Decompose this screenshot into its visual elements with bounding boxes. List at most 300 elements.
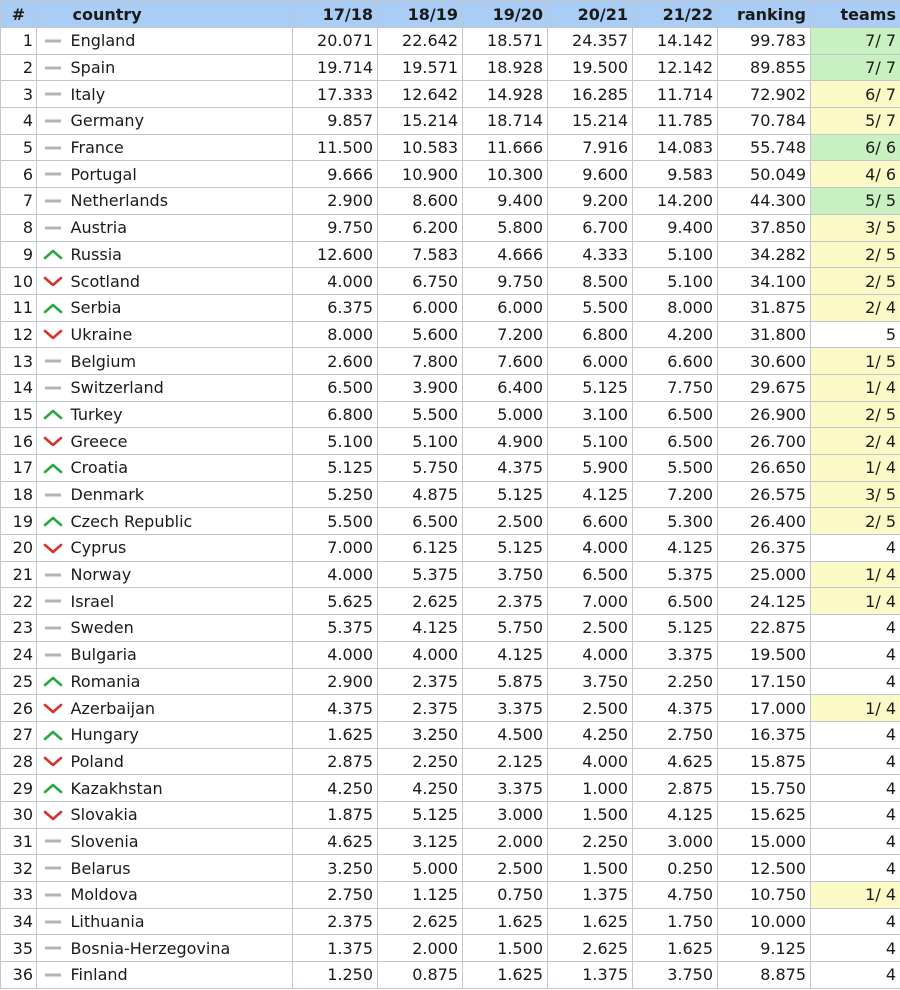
rank-number: 27 bbox=[1, 721, 37, 748]
season-score: 1.500 bbox=[463, 935, 548, 962]
rank-number: 22 bbox=[1, 588, 37, 615]
season-score: 4.375 bbox=[633, 695, 718, 722]
rank-number: 28 bbox=[1, 748, 37, 775]
table-row[interactable] bbox=[1, 615, 900, 642]
season-score: 5.100 bbox=[293, 428, 378, 455]
rank-number: 18 bbox=[1, 481, 37, 508]
ranking-total: 34.100 bbox=[718, 268, 811, 295]
season-score: 0.875 bbox=[378, 962, 463, 989]
teams-count: 2/ 5 bbox=[811, 508, 900, 535]
season-score: 9.750 bbox=[463, 268, 548, 295]
country-name: Hungary bbox=[69, 721, 293, 748]
season-score: 5.250 bbox=[293, 481, 378, 508]
season-score: 22.642 bbox=[378, 28, 463, 55]
season-score: 15.214 bbox=[378, 108, 463, 135]
country-name: Croatia bbox=[69, 455, 293, 482]
ranking-total: 22.875 bbox=[718, 615, 811, 642]
rank-number: 17 bbox=[1, 455, 37, 482]
table-row[interactable] bbox=[1, 908, 900, 935]
rank-number: 7 bbox=[1, 188, 37, 215]
table-row[interactable] bbox=[1, 348, 900, 375]
trend-same-icon bbox=[37, 54, 69, 81]
header-rank-number[interactable]: # bbox=[1, 1, 37, 28]
ranking-total: 17.000 bbox=[718, 695, 811, 722]
season-score: 6.500 bbox=[633, 401, 718, 428]
country-name: Kazakhstan bbox=[69, 775, 293, 802]
ranking-total: 12.500 bbox=[718, 855, 811, 882]
season-score: 7.583 bbox=[378, 241, 463, 268]
season-score: 6.500 bbox=[633, 588, 718, 615]
season-score: 4.250 bbox=[378, 775, 463, 802]
ranking-total: 19.500 bbox=[718, 641, 811, 668]
teams-count: 4 bbox=[811, 828, 900, 855]
season-score: 3.375 bbox=[633, 641, 718, 668]
season-score: 14.142 bbox=[633, 28, 718, 55]
trend-up-icon bbox=[37, 401, 69, 428]
table-row[interactable] bbox=[1, 508, 900, 535]
country-name: Portugal bbox=[69, 161, 293, 188]
season-score: 10.900 bbox=[378, 161, 463, 188]
header-season-1718[interactable]: 17/18 bbox=[293, 1, 378, 28]
season-score: 1.125 bbox=[378, 882, 463, 909]
season-score: 4.625 bbox=[293, 828, 378, 855]
ranking-total: 25.000 bbox=[718, 561, 811, 588]
ranking-total: 26.400 bbox=[718, 508, 811, 535]
season-score: 6.000 bbox=[378, 294, 463, 321]
season-score: 19.714 bbox=[293, 54, 378, 81]
rank-number: 16 bbox=[1, 428, 37, 455]
season-score: 6.700 bbox=[548, 214, 633, 241]
season-score: 5.500 bbox=[548, 294, 633, 321]
season-score: 5.800 bbox=[463, 214, 548, 241]
table-row[interactable] bbox=[1, 214, 900, 241]
trend-up-icon bbox=[37, 721, 69, 748]
season-score: 5.625 bbox=[293, 588, 378, 615]
table-row[interactable] bbox=[1, 294, 900, 321]
season-score: 8.000 bbox=[633, 294, 718, 321]
country-name: Russia bbox=[69, 241, 293, 268]
season-score: 1.250 bbox=[293, 962, 378, 989]
trend-same-icon bbox=[37, 615, 69, 642]
table-row[interactable] bbox=[1, 561, 900, 588]
ranking-total: 34.282 bbox=[718, 241, 811, 268]
season-score: 5.875 bbox=[463, 668, 548, 695]
table-row[interactable] bbox=[1, 882, 900, 909]
season-score: 5.750 bbox=[378, 455, 463, 482]
ranking-total: 44.300 bbox=[718, 188, 811, 215]
ranking-total: 9.125 bbox=[718, 935, 811, 962]
trend-down-icon bbox=[37, 695, 69, 722]
table-row[interactable] bbox=[1, 535, 900, 562]
season-score: 2.375 bbox=[378, 695, 463, 722]
season-score: 2.000 bbox=[378, 935, 463, 962]
season-score: 11.785 bbox=[633, 108, 718, 135]
table-row[interactable] bbox=[1, 374, 900, 401]
season-score: 5.300 bbox=[633, 508, 718, 535]
season-score: 1.000 bbox=[548, 775, 633, 802]
ranking-total: 26.650 bbox=[718, 455, 811, 482]
rank-number: 11 bbox=[1, 294, 37, 321]
teams-count: 5 bbox=[811, 321, 900, 348]
header-ranking[interactable]: ranking bbox=[718, 1, 811, 28]
table-row[interactable] bbox=[1, 641, 900, 668]
season-score: 2.900 bbox=[293, 668, 378, 695]
season-score: 5.500 bbox=[293, 508, 378, 535]
table-row[interactable] bbox=[1, 801, 900, 828]
teams-count: 4 bbox=[811, 668, 900, 695]
season-score: 2.375 bbox=[463, 588, 548, 615]
trend-up-icon bbox=[37, 241, 69, 268]
season-score: 6.500 bbox=[293, 374, 378, 401]
header-trend bbox=[37, 1, 69, 28]
season-score: 10.583 bbox=[378, 134, 463, 161]
season-score: 9.583 bbox=[633, 161, 718, 188]
season-score: 3.375 bbox=[463, 775, 548, 802]
ranking-total: 17.150 bbox=[718, 668, 811, 695]
teams-count: 4 bbox=[811, 962, 900, 989]
season-score: 3.250 bbox=[378, 721, 463, 748]
teams-count: 4 bbox=[811, 535, 900, 562]
table-row[interactable] bbox=[1, 241, 900, 268]
country-name: Finland bbox=[69, 962, 293, 989]
teams-count: 4 bbox=[811, 855, 900, 882]
season-score: 2.625 bbox=[378, 588, 463, 615]
season-score: 1.375 bbox=[548, 882, 633, 909]
season-score: 9.400 bbox=[463, 188, 548, 215]
season-score: 3.750 bbox=[463, 561, 548, 588]
table-row[interactable] bbox=[1, 935, 900, 962]
table-row[interactable] bbox=[1, 188, 900, 215]
rank-number: 3 bbox=[1, 81, 37, 108]
table-row[interactable] bbox=[1, 668, 900, 695]
country-name: Norway bbox=[69, 561, 293, 588]
table-row[interactable] bbox=[1, 81, 900, 108]
season-score: 14.083 bbox=[633, 134, 718, 161]
season-score: 19.500 bbox=[548, 54, 633, 81]
rank-number: 4 bbox=[1, 108, 37, 135]
table-row[interactable] bbox=[1, 161, 900, 188]
country-name: Slovakia bbox=[69, 801, 293, 828]
country-name: Denmark bbox=[69, 481, 293, 508]
header-row bbox=[1, 1, 900, 28]
ranking-total: 8.875 bbox=[718, 962, 811, 989]
season-score: 6.600 bbox=[548, 508, 633, 535]
table-row[interactable] bbox=[1, 721, 900, 748]
season-score: 12.142 bbox=[633, 54, 718, 81]
season-score: 1.625 bbox=[293, 721, 378, 748]
ranking-total: 55.748 bbox=[718, 134, 811, 161]
season-score: 3.750 bbox=[548, 668, 633, 695]
season-score: 5.125 bbox=[293, 455, 378, 482]
season-score: 7.750 bbox=[633, 374, 718, 401]
ranking-total: 10.750 bbox=[718, 882, 811, 909]
trend-down-icon bbox=[37, 268, 69, 295]
table-row[interactable] bbox=[1, 828, 900, 855]
season-score: 2.375 bbox=[293, 908, 378, 935]
table-row[interactable] bbox=[1, 695, 900, 722]
table-row[interactable] bbox=[1, 748, 900, 775]
ranking-total: 26.700 bbox=[718, 428, 811, 455]
season-score: 6.000 bbox=[548, 348, 633, 375]
season-score: 5.500 bbox=[378, 401, 463, 428]
ranking-total: 15.000 bbox=[718, 828, 811, 855]
season-score: 3.000 bbox=[463, 801, 548, 828]
season-score: 7.600 bbox=[463, 348, 548, 375]
table-row[interactable] bbox=[1, 321, 900, 348]
rank-number: 1 bbox=[1, 28, 37, 55]
season-score: 12.642 bbox=[378, 81, 463, 108]
season-score: 4.125 bbox=[633, 801, 718, 828]
rank-number: 2 bbox=[1, 54, 37, 81]
trend-same-icon bbox=[37, 641, 69, 668]
country-name: Bulgaria bbox=[69, 641, 293, 668]
season-score: 6.500 bbox=[548, 561, 633, 588]
season-score: 2.250 bbox=[378, 748, 463, 775]
season-score: 4.000 bbox=[293, 641, 378, 668]
season-score: 14.200 bbox=[633, 188, 718, 215]
season-score: 4.875 bbox=[378, 481, 463, 508]
table-row[interactable] bbox=[1, 401, 900, 428]
trend-same-icon bbox=[37, 962, 69, 989]
teams-count: 1/ 5 bbox=[811, 348, 900, 375]
season-score: 4.250 bbox=[548, 721, 633, 748]
season-score: 6.500 bbox=[378, 508, 463, 535]
rank-number: 8 bbox=[1, 214, 37, 241]
season-score: 18.928 bbox=[463, 54, 548, 81]
season-score: 4.125 bbox=[463, 641, 548, 668]
season-score: 11.500 bbox=[293, 134, 378, 161]
season-score: 5.600 bbox=[378, 321, 463, 348]
season-score: 4.000 bbox=[548, 748, 633, 775]
season-score: 4.375 bbox=[463, 455, 548, 482]
season-score: 8.500 bbox=[548, 268, 633, 295]
trend-up-icon bbox=[37, 455, 69, 482]
rank-number: 34 bbox=[1, 908, 37, 935]
teams-count: 1/ 4 bbox=[811, 695, 900, 722]
season-score: 4.000 bbox=[293, 561, 378, 588]
rank-number: 25 bbox=[1, 668, 37, 695]
teams-count: 1/ 4 bbox=[811, 882, 900, 909]
ranking-total: 72.902 bbox=[718, 81, 811, 108]
country-name: Belarus bbox=[69, 855, 293, 882]
season-score: 9.600 bbox=[548, 161, 633, 188]
country-name: Cyprus bbox=[69, 535, 293, 562]
season-score: 7.000 bbox=[548, 588, 633, 615]
teams-count: 4 bbox=[811, 641, 900, 668]
teams-count: 4 bbox=[811, 615, 900, 642]
teams-count: 2/ 5 bbox=[811, 241, 900, 268]
rank-number: 33 bbox=[1, 882, 37, 909]
header-season-2021[interactable]: 20/21 bbox=[548, 1, 633, 28]
trend-down-icon bbox=[37, 321, 69, 348]
rank-number: 24 bbox=[1, 641, 37, 668]
rank-number: 5 bbox=[1, 134, 37, 161]
header-teams[interactable]: teams bbox=[811, 1, 900, 28]
trend-same-icon bbox=[37, 935, 69, 962]
header-country[interactable]: country bbox=[69, 1, 293, 28]
season-score: 2.500 bbox=[548, 695, 633, 722]
rank-number: 36 bbox=[1, 962, 37, 989]
season-score: 2.500 bbox=[548, 615, 633, 642]
season-score: 9.400 bbox=[633, 214, 718, 241]
teams-count: 6/ 7 bbox=[811, 81, 900, 108]
ranking-total: 26.900 bbox=[718, 401, 811, 428]
country-name: Czech Republic bbox=[69, 508, 293, 535]
teams-count: 2/ 5 bbox=[811, 401, 900, 428]
rank-number: 26 bbox=[1, 695, 37, 722]
table-row[interactable] bbox=[1, 481, 900, 508]
season-score: 4.666 bbox=[463, 241, 548, 268]
country-name: Azerbaijan bbox=[69, 695, 293, 722]
table-row[interactable] bbox=[1, 28, 900, 55]
table-row[interactable] bbox=[1, 855, 900, 882]
table-row[interactable] bbox=[1, 268, 900, 295]
table-row[interactable] bbox=[1, 962, 900, 989]
teams-count: 6/ 6 bbox=[811, 134, 900, 161]
season-score: 1.875 bbox=[293, 801, 378, 828]
season-score: 5.000 bbox=[463, 401, 548, 428]
rank-number: 15 bbox=[1, 401, 37, 428]
country-name: Serbia bbox=[69, 294, 293, 321]
country-name: Turkey bbox=[69, 401, 293, 428]
table-row[interactable] bbox=[1, 588, 900, 615]
season-score: 5.125 bbox=[378, 801, 463, 828]
country-name: Israel bbox=[69, 588, 293, 615]
season-score: 2.375 bbox=[378, 668, 463, 695]
season-score: 4.333 bbox=[548, 241, 633, 268]
table-row[interactable] bbox=[1, 134, 900, 161]
season-score: 2.500 bbox=[463, 508, 548, 535]
trend-same-icon bbox=[37, 561, 69, 588]
rank-number: 9 bbox=[1, 241, 37, 268]
season-score: 1.500 bbox=[548, 801, 633, 828]
season-score: 4.125 bbox=[633, 535, 718, 562]
country-name: Germany bbox=[69, 108, 293, 135]
season-score: 4.125 bbox=[548, 481, 633, 508]
season-score: 5.375 bbox=[293, 615, 378, 642]
trend-down-icon bbox=[37, 535, 69, 562]
season-score: 5.125 bbox=[548, 374, 633, 401]
teams-count: 3/ 5 bbox=[811, 214, 900, 241]
teams-count: 1/ 4 bbox=[811, 561, 900, 588]
trend-up-icon bbox=[37, 294, 69, 321]
ranking-total: 50.049 bbox=[718, 161, 811, 188]
trend-same-icon bbox=[37, 588, 69, 615]
table-row[interactable] bbox=[1, 108, 900, 135]
rank-number: 12 bbox=[1, 321, 37, 348]
season-score: 5.125 bbox=[633, 615, 718, 642]
trend-up-icon bbox=[37, 668, 69, 695]
country-name: Belgium bbox=[69, 348, 293, 375]
season-score: 8.600 bbox=[378, 188, 463, 215]
season-score: 4.000 bbox=[548, 641, 633, 668]
country-name: Spain bbox=[69, 54, 293, 81]
season-score: 4.625 bbox=[633, 748, 718, 775]
ranking-total: 10.000 bbox=[718, 908, 811, 935]
country-name: Italy bbox=[69, 81, 293, 108]
table-row[interactable] bbox=[1, 54, 900, 81]
trend-same-icon bbox=[37, 108, 69, 135]
season-score: 2.600 bbox=[293, 348, 378, 375]
season-score: 2.500 bbox=[463, 855, 548, 882]
teams-count: 4/ 6 bbox=[811, 161, 900, 188]
season-score: 1.625 bbox=[463, 908, 548, 935]
season-score: 15.214 bbox=[548, 108, 633, 135]
ranking-total: 70.784 bbox=[718, 108, 811, 135]
season-score: 2.875 bbox=[633, 775, 718, 802]
ranking-total: 26.575 bbox=[718, 481, 811, 508]
ranking-total: 31.800 bbox=[718, 321, 811, 348]
season-score: 5.100 bbox=[548, 428, 633, 455]
season-score: 2.625 bbox=[378, 908, 463, 935]
teams-count: 4 bbox=[811, 748, 900, 775]
trend-same-icon bbox=[37, 161, 69, 188]
header-season-1920[interactable]: 19/20 bbox=[463, 1, 548, 28]
season-score: 4.900 bbox=[463, 428, 548, 455]
season-score: 6.375 bbox=[293, 294, 378, 321]
trend-same-icon bbox=[37, 828, 69, 855]
ranking-total: 31.875 bbox=[718, 294, 811, 321]
season-score: 7.800 bbox=[378, 348, 463, 375]
season-score: 3.250 bbox=[293, 855, 378, 882]
rank-number: 20 bbox=[1, 535, 37, 562]
season-score: 2.625 bbox=[548, 935, 633, 962]
season-score: 4.000 bbox=[548, 535, 633, 562]
teams-count: 2/ 4 bbox=[811, 428, 900, 455]
season-score: 5.500 bbox=[633, 455, 718, 482]
trend-down-icon bbox=[37, 748, 69, 775]
season-score: 9.750 bbox=[293, 214, 378, 241]
season-score: 6.500 bbox=[633, 428, 718, 455]
teams-count: 2/ 4 bbox=[811, 294, 900, 321]
country-name: Greece bbox=[69, 428, 293, 455]
table-row[interactable] bbox=[1, 455, 900, 482]
season-score: 1.375 bbox=[293, 935, 378, 962]
teams-count: 1/ 4 bbox=[811, 374, 900, 401]
season-score: 5.100 bbox=[378, 428, 463, 455]
season-score: 9.857 bbox=[293, 108, 378, 135]
table-row[interactable] bbox=[1, 428, 900, 455]
country-name: Scotland bbox=[69, 268, 293, 295]
teams-count: 2/ 5 bbox=[811, 268, 900, 295]
trend-same-icon bbox=[37, 214, 69, 241]
table-row[interactable] bbox=[1, 775, 900, 802]
trend-same-icon bbox=[37, 481, 69, 508]
trend-same-icon bbox=[37, 188, 69, 215]
season-score: 19.571 bbox=[378, 54, 463, 81]
teams-count: 4 bbox=[811, 801, 900, 828]
trend-up-icon bbox=[37, 508, 69, 535]
rank-number: 13 bbox=[1, 348, 37, 375]
season-score: 6.400 bbox=[463, 374, 548, 401]
ranking-total: 26.375 bbox=[718, 535, 811, 562]
season-score: 11.666 bbox=[463, 134, 548, 161]
season-score: 7.916 bbox=[548, 134, 633, 161]
rank-number: 21 bbox=[1, 561, 37, 588]
season-score: 16.285 bbox=[548, 81, 633, 108]
season-score: 2.900 bbox=[293, 188, 378, 215]
teams-count: 4 bbox=[811, 935, 900, 962]
season-score: 0.750 bbox=[463, 882, 548, 909]
season-score: 5.100 bbox=[633, 241, 718, 268]
rank-number: 35 bbox=[1, 935, 37, 962]
header-season-1819[interactable]: 18/19 bbox=[378, 1, 463, 28]
season-score: 5.375 bbox=[633, 561, 718, 588]
teams-count: 5/ 5 bbox=[811, 188, 900, 215]
header-season-2122[interactable]: 21/22 bbox=[633, 1, 718, 28]
country-name: Netherlands bbox=[69, 188, 293, 215]
country-name: Bosnia-Herzegovina bbox=[69, 935, 293, 962]
